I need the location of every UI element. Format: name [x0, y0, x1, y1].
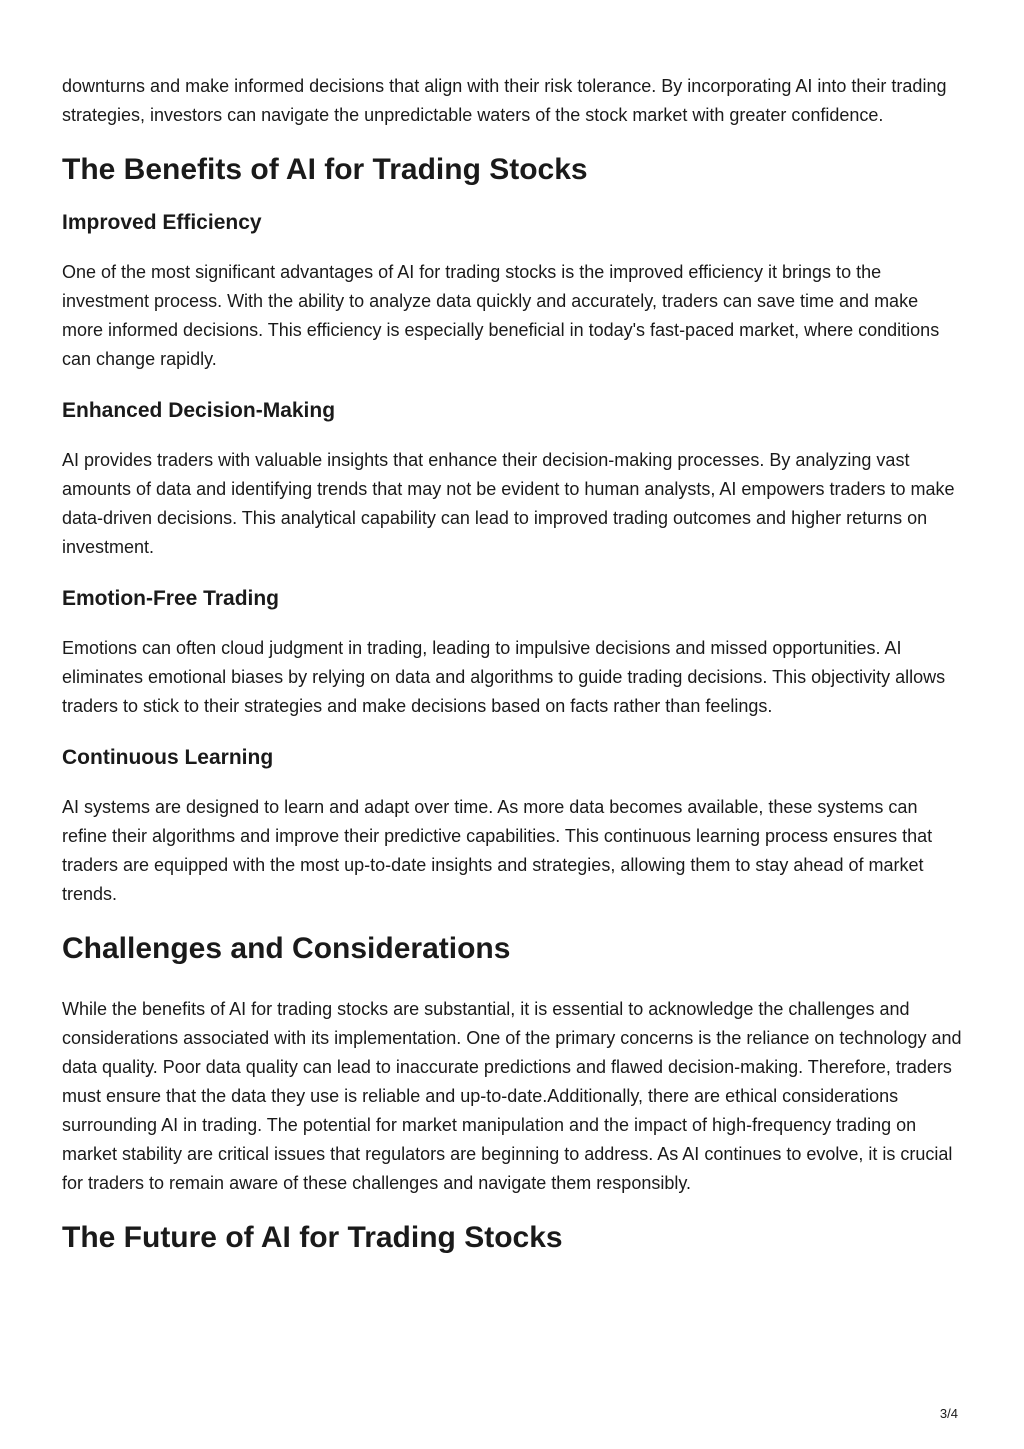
heading-challenges: Challenges and Considerations	[62, 932, 511, 965]
subheading-emotion-free-trading: Emotion-Free Trading	[62, 587, 280, 610]
subheading-improved-efficiency: Improved Efficiency	[62, 211, 262, 234]
heading-benefits: The Benefits of AI for Trading Stocks	[62, 153, 588, 186]
subheading-enhanced-decision-making: Enhanced Decision-Making	[62, 399, 336, 422]
intro-paragraph: downturns and make informed decisions that align with their risk tolerance. By incorporating AI into their trading strategies, investors can navigate the unpredictable waters of the stock market with greater confidence.	[62, 76, 947, 125]
paragraph-enhanced-decision-making: AI provides traders with valuable insights that enhance their decision-making processes. By analyzing vast amounts of data and identifying trends that may not be evident to human analysts, AI empowers traders to make data-driven decisions. This analytical capability can lead to improved trading outcomes and higher returns on investment.	[62, 450, 955, 557]
heading-future: The Future of AI for Trading Stocks	[62, 1221, 563, 1254]
paragraph-emotion-free-trading: Emotions can often cloud judgment in trading, leading to impulsive decisions and missed opportunities. AI eliminates emotional biases by relying on data and algorithms to guide trading decisions. This objectivity allows traders to stick to their strategies and make decisions based on facts rather than feelings.	[62, 638, 946, 716]
paragraph-challenges: While the benefits of AI for trading stocks are substantial, it is essential to acknowledge the challenges and considerations associated with its implementation. One of the primary concerns is the reliance on technology and data quality. Poor data quality can lead to inaccurate predictions and flawed decision-making. Therefore, traders must ensure that the data they use is reliable and up-to-date.Additionally, there are ethical considerations surrounding AI in trading. The potential for market manipulation and the impact of high-frequency trading on market stability are critical issues that regulators are beginning to address. As AI continues to evolve, it is crucial for traders to remain aware of these challenges and navigate them responsibly.	[62, 999, 962, 1193]
subheading-continuous-learning: Continuous Learning	[62, 746, 274, 769]
paragraph-continuous-learning: AI systems are designed to learn and adapt over time. As more data becomes available, these systems can refine their algorithms and improve their predictive capabilities. This continuous learning process ensures that traders are equipped with the most up-to-date insights and strategies, allowing them to stay ahead of market trends.	[62, 797, 933, 904]
document-page	[62, 72, 962, 1256]
paragraph-improved-efficiency: One of the most significant advantages of AI for trading stocks is the improved efficiency it brings to the investment process. With the ability to analyze data quickly and accurately, traders can save time and make more informed decisions. This efficiency is especially beneficial in today's fast-paced market, where conditions can change rapidly.	[62, 262, 940, 369]
page-number: 3/4	[939, 1406, 958, 1421]
